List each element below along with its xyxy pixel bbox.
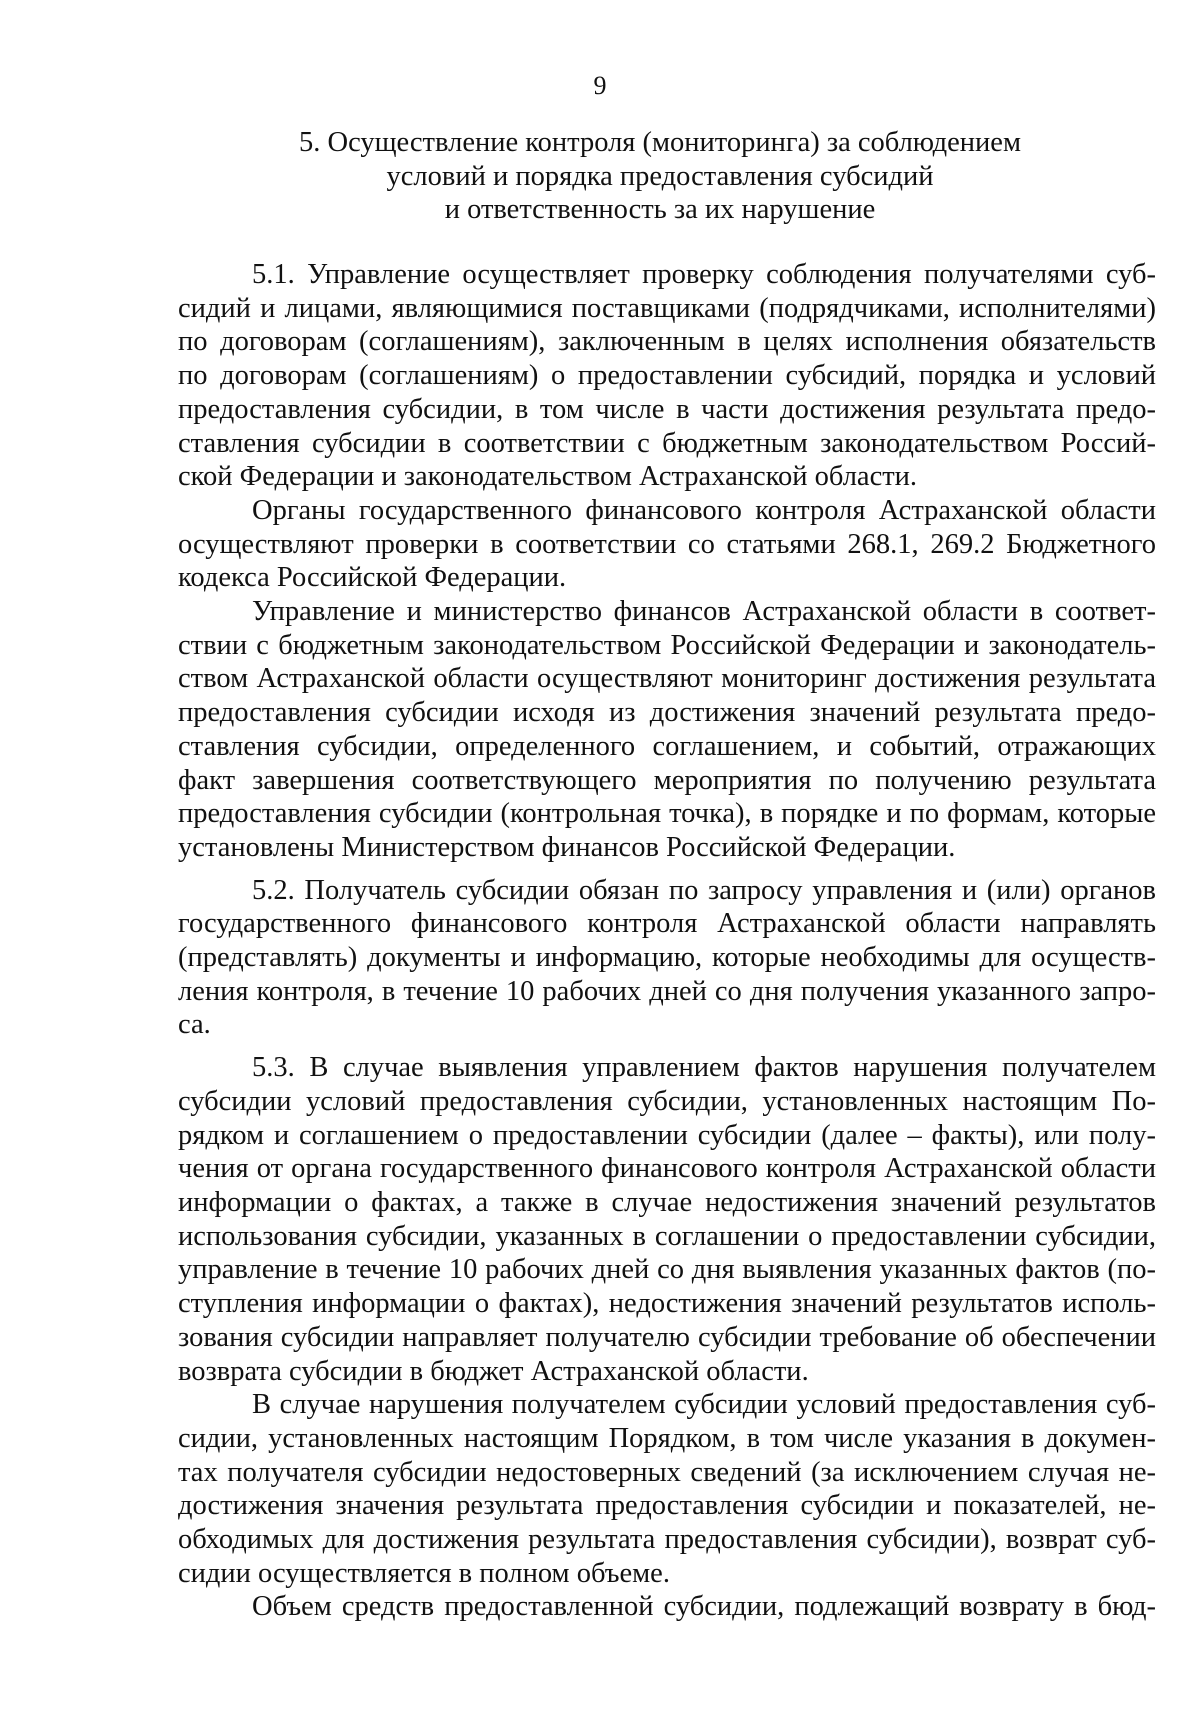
paragraph-line: предоставления субсидии (контрольная точка), в порядке и по формам, которые: [178, 798, 1156, 830]
paragraph-line: са.: [178, 1009, 211, 1041]
paragraph: [178, 1051, 1156, 1388]
paragraph-line: сидий и лицами, являющимися поставщиками (подрядчиками, исполнителями): [178, 292, 1156, 324]
paragraph-line: 5.1. Управление осуществляет проверку соблюдения получателями суб-: [252, 259, 1156, 290]
paragraph-line: обходимых для достижения результата предоставления субсидии), возврат суб-: [178, 1524, 1156, 1556]
paragraph-line: использования субсидии, указанных в соглашении о предоставлении субсидии,: [178, 1220, 1156, 1252]
paragraph-line: Органы государственного финансового контроля Астраханской области: [252, 494, 1156, 526]
paragraph: [178, 1590, 1156, 1624]
paragraph: [178, 258, 1156, 494]
paragraph-line: чения от органа государственного финансового контроля Астраханской области: [178, 1153, 1156, 1185]
section-title: [260, 126, 1060, 227]
paragraph-line: ставления субсидии в соответствии с бюджетным законодательством Россий-: [178, 427, 1156, 459]
paragraph: [178, 1388, 1156, 1590]
paragraph-line: ством Астраханской области осуществляют мониторинг достижения результата: [178, 663, 1156, 695]
document-body: [178, 258, 1156, 1624]
paragraph-line: ской Федерации и законодательством Астраханской области.: [178, 461, 918, 493]
paragraph-line: предоставления субсидии исходя из достижения значений результата предо-: [178, 697, 1156, 729]
page-number: 9: [593, 71, 607, 100]
paragraph-line: информации о фактах, а также в случае недостижения значений результатов: [178, 1186, 1156, 1218]
paragraph-line: достижения значения результата предоставления субсидии и показателей, не-: [178, 1490, 1156, 1522]
paragraph-line: 5.3. В случае выявления управлением фактов нарушения получателем: [252, 1052, 1156, 1084]
paragraph-line: 5.2. Получатель субсидии обязан по запросу управления и (или) органов: [252, 874, 1156, 906]
paragraph-line: (представлять) документы и информацию, которые необходимы для осуществ-: [178, 942, 1156, 974]
paragraph-line: Управление и министерство финансов Астраханской области в соответ-: [252, 596, 1156, 628]
paragraph-line: тах получателя субсидии недостоверных сведений (за исключением случая не-: [178, 1456, 1156, 1488]
paragraph-line: зования субсидии направляет получателю субсидии требование об обеспечении: [178, 1321, 1156, 1353]
paragraph-line: предоставления субсидии, в том числе в части достижения результата предо-: [178, 393, 1156, 425]
paragraph-line: факт завершения соответствующего мероприятия по получению результата: [178, 764, 1156, 796]
section-title-line: условий и порядка предоставления субсидий: [386, 160, 934, 192]
paragraph-line: ступления информации о фактах), недостижения значений результатов исполь-: [178, 1288, 1156, 1320]
section-title-line: и ответственность за их нарушение: [444, 194, 876, 225]
paragraph-line: Объем средств предоставленной субсидии, подлежащий возврату в бюд-: [252, 1591, 1156, 1623]
paragraph-line: по договорам (соглашениям), заключенным в целях исполнения обязательств: [178, 326, 1156, 358]
paragraph: [178, 494, 1156, 595]
paragraph-line: кодекса Российской Федерации.: [178, 562, 567, 594]
paragraph: [178, 874, 1156, 1043]
paragraph-line: государственного финансового контроля Астраханской области направлять: [178, 908, 1156, 940]
paragraph-line: возврата субсидии в бюджет Астраханской области.: [178, 1355, 809, 1387]
paragraph: [178, 595, 1156, 865]
paragraph-line: по договорам (соглашениям) о предоставлении субсидий, порядка и условий: [178, 360, 1156, 392]
paragraph-line: ствии с бюджетным законодательством Российской Федерации и законодатель-: [178, 629, 1156, 661]
paragraph-line: управление в течение 10 рабочих дней со дня выявления указанных фактов (по-: [178, 1254, 1156, 1286]
paragraph-line: сидии, установленных настоящим Порядком, в том числе указания в докумен-: [178, 1422, 1156, 1454]
paragraph-line: субсидии условий предоставления субсидии, установленных настоящим По-: [178, 1085, 1156, 1117]
paragraph-line: ставления субсидии, определенного соглашением, и событий, отражающих: [178, 730, 1156, 762]
paragraph-line: сидии осуществляется в полном объеме.: [178, 1557, 670, 1589]
paragraph-line: В случае нарушения получателем субсидии условий предоставления суб-: [252, 1389, 1156, 1421]
paragraph-line: осуществляют проверки в соответствии со статьями 268.1, 269.2 Бюджетного: [178, 528, 1156, 560]
paragraph-line: рядком и соглашением о предоставлении субсидии (далее – факты), или полу-: [178, 1119, 1156, 1151]
paragraph-line: установлены Министерством финансов Российской Федерации.: [178, 831, 956, 863]
section-title-line: 5. Осуществление контроля (мониторинга) за соблюдением: [299, 127, 1021, 158]
paragraph-line: ления контроля, в течение 10 рабочих дней со дня получения указанного запро-: [178, 975, 1156, 1007]
